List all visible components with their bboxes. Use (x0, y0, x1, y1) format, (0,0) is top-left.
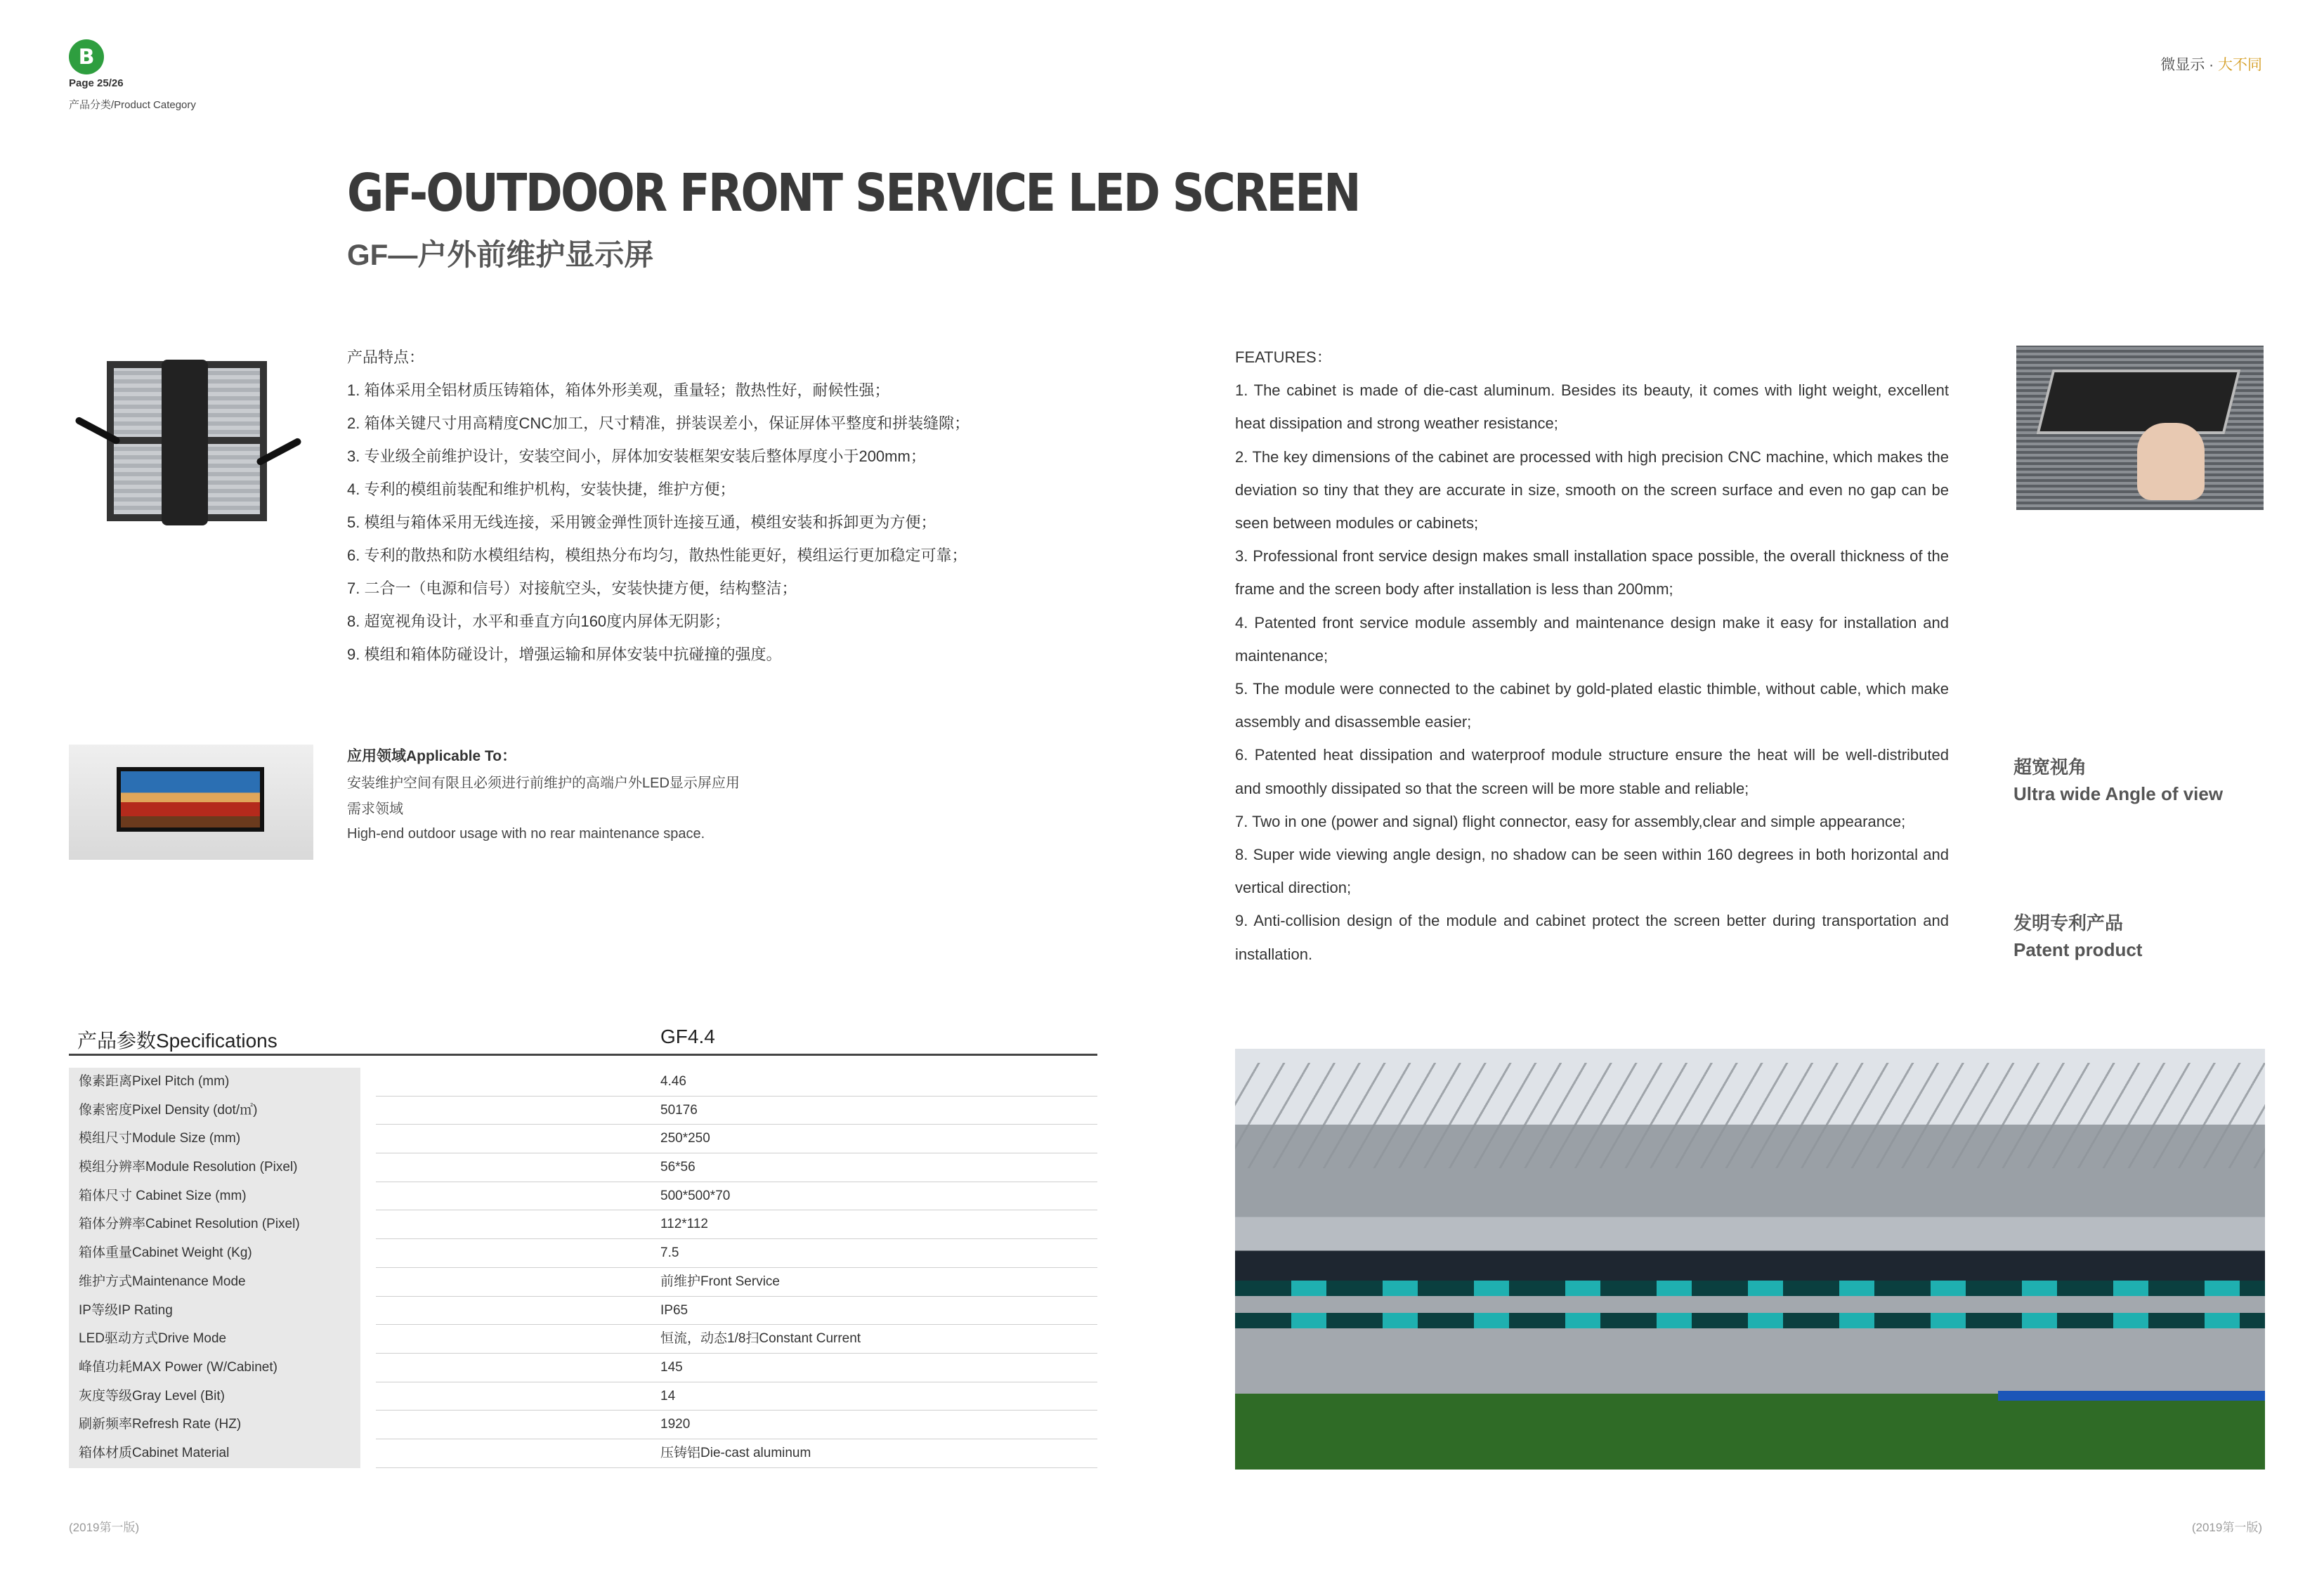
table-row (69, 1097, 1097, 1125)
features-en-item: 3. Professional front service design makes small installation space possible, the overall thickness of the frame and the screen body after installation is less than 200mm; (1235, 547, 1949, 598)
brand-logo (69, 39, 104, 74)
spec-label: LED驱动方式Drive Mode (69, 1325, 360, 1354)
stadium-photo (1235, 1049, 2265, 1470)
application-title: 应用领域Applicable To： (347, 748, 517, 764)
features-cn (347, 341, 979, 671)
features-cn-item: 1. 箱体采用全铝材质压铸箱体，箱体外形美观，重量轻；散热性好，耐候性强； (347, 381, 890, 399)
spec-value: 1920 (376, 1411, 1097, 1439)
wide-angle-label-en: Ultra wide Angle of view (2013, 783, 2224, 804)
specs-table (69, 1068, 1097, 1468)
spec-label: 箱体尺寸 Cabinet Size (mm) (69, 1182, 360, 1211)
specs-divider (69, 1054, 1097, 1056)
table-row (69, 1439, 1097, 1468)
wide-angle-label (2013, 753, 2223, 805)
table-row (69, 1068, 1097, 1097)
product-category-label: 产品分类/Product Category (69, 99, 196, 111)
spec-value: 恒流，动态1/8扫Constant Current (376, 1325, 1097, 1354)
logo-letter: B (78, 44, 95, 70)
table-row (69, 1354, 1097, 1382)
spec-label: 箱体分辨率Cabinet Resolution (Pixel) (69, 1210, 360, 1239)
spec-value: 112*112 (376, 1210, 1097, 1239)
features-cn-heading: 产品特点： (347, 348, 425, 366)
cabinet-product-image (70, 350, 302, 535)
table-row (69, 1411, 1097, 1439)
wide-angle-label-cn: 超宽视角 (2013, 757, 2087, 778)
page-title-cn: GF—户外前维护显示屏 (347, 238, 654, 271)
table-row (69, 1182, 1097, 1211)
features-en-item: 2. The key dimensions of the cabinet are processed with high precision CNC machine, which makes the deviation so tiny that they are accurate in size, smooth on the screen surface and even no gap can be seen between modules or cabinets; (1235, 447, 1949, 532)
slogan (2160, 53, 2262, 74)
specs-model: GF4.4 (660, 1026, 715, 1047)
features-cn-item: 4. 专利的模组前装配和维护机构，安装快捷，维护方便； (347, 480, 736, 498)
application-section (347, 745, 839, 842)
spec-label: 维护方式Maintenance Mode (69, 1268, 360, 1297)
specs-heading: 产品参数Specifications (77, 1030, 278, 1052)
patent-label-cn: 发明专利产品 (2013, 912, 2124, 934)
spec-value: 前维护Front Service (376, 1268, 1097, 1297)
spec-value: 7.5 (376, 1239, 1097, 1268)
footer-edition-right: (2019第一版) (2191, 1521, 2262, 1534)
slogan-highlight: 大不同 (2218, 57, 2262, 73)
spec-value: 500*500*70 (376, 1182, 1097, 1211)
spec-label: 峰值功耗MAX Power (W/Cabinet) (69, 1354, 360, 1382)
features-en-item: 9. Anti-collision design of the module and cabinet protect the screen better during transportation and installation. (1235, 912, 1949, 963)
spec-value: 压铸铝Die-cast aluminum (376, 1439, 1097, 1468)
application-cn-line: 安装维护空间有限且必须进行前维护的高端户外LED显示屏应用 (347, 776, 740, 791)
spec-label: 灰度等级Gray Level (Bit) (69, 1382, 360, 1411)
application-image (69, 745, 313, 860)
front-service-photo (2016, 346, 2264, 510)
features-cn-item: 8. 超宽视角设计，水平和垂直方向160度内屏体无阴影； (347, 613, 731, 630)
patent-label (2013, 909, 2142, 961)
features-en-item: 4. Patented front service module assembly and maintenance design make it easy for installation and maintenance; (1235, 613, 1949, 665)
spec-label: 刷新频率Refresh Rate (HZ) (69, 1411, 360, 1439)
features-en-heading: FEATURES： (1235, 348, 1332, 366)
table-row (69, 1125, 1097, 1153)
spec-label: 像素密度Pixel Density (dot/㎡) (69, 1097, 360, 1125)
table-row (69, 1239, 1097, 1268)
features-cn-item: 6. 专利的散热和防水模组结构，模组热分布均匀，散热性能更好，模组运行更加稳定可靠； (347, 547, 967, 564)
spec-value: 250*250 (376, 1125, 1097, 1153)
table-row (69, 1268, 1097, 1297)
application-en-line: High-end outdoor usage with no rear maintenance space. (347, 826, 705, 842)
spec-label: 模组尺寸Module Size (mm) (69, 1125, 360, 1153)
features-en-item: 5. The module were connected to the cabinet by gold-plated elastic thimble, without cable, which make assembly and disassemble easier; (1235, 680, 1949, 731)
spec-label: IP等级IP Rating (69, 1297, 360, 1326)
page-title-en: GF-OUTDOOR FRONT SERVICE LED SCREEN (347, 163, 1359, 223)
spec-value: IP65 (376, 1297, 1097, 1326)
application-cn-line: 需求领域 (347, 801, 403, 817)
features-cn-item: 2. 箱体关键尺寸用高精度CNC加工，尺寸精准，拼装误差小，保证屏体平整度和拼装缝隙； (347, 414, 970, 432)
features-en-item: 1. The cabinet is made of die-cast aluminum. Besides its beauty, it comes with light weight, excellent heat dissipation and strong weather resistance; (1235, 381, 1949, 433)
spec-value: 4.46 (376, 1068, 1097, 1097)
features-cn-item: 7. 二合一（电源和信号）对接航空头，安装快捷方便，结构整洁； (347, 580, 797, 597)
spec-value: 14 (376, 1382, 1097, 1411)
patent-label-en: Patent product (2013, 939, 2143, 960)
features-en-item: 7. Two in one (power and signal) flight connector, easy for assembly,clear and simple appearance; (1235, 812, 1906, 830)
slogan-main: 微显示 · (2160, 57, 2218, 73)
features-en (1235, 341, 1949, 971)
table-row (69, 1210, 1097, 1239)
table-row (69, 1153, 1097, 1182)
table-row (69, 1297, 1097, 1326)
features-cn-item: 5. 模组与箱体采用无线连接，采用镀金弹性顶针连接互通，模组安装和拆卸更为方便； (347, 513, 936, 531)
spec-value: 56*56 (376, 1153, 1097, 1182)
spec-label: 箱体重量Cabinet Weight (Kg) (69, 1239, 360, 1268)
spec-value: 145 (376, 1354, 1097, 1382)
table-row (69, 1382, 1097, 1411)
features-cn-item: 9. 模组和箱体防碰设计，增强运输和屏体安装中抗碰撞的强度。 (347, 646, 782, 663)
spec-value: 50176 (376, 1097, 1097, 1125)
page-number: Page 25/26 (69, 77, 124, 89)
spec-label: 模组分辨率Module Resolution (Pixel) (69, 1153, 360, 1182)
table-row (69, 1325, 1097, 1354)
features-en-item: 8. Super wide viewing angle design, no shadow can be seen within 160 degrees in both horizontal and vertical direction; (1235, 846, 1949, 897)
spec-label: 箱体材质Cabinet Material (69, 1439, 360, 1468)
features-cn-item: 3. 专业级全前维护设计，安装空间小，屏体加安装框架安装后整体厚度小于200mm； (347, 447, 926, 465)
footer-edition-left: (2019第一版) (69, 1521, 140, 1534)
features-en-item: 6. Patented heat dissipation and waterproof module structure ensure the heat will be well-distributed and smoothly dissipated so that the screen will be more stable and reliable; (1235, 746, 1949, 797)
spec-label: 像素距离Pixel Pitch (mm) (69, 1068, 360, 1097)
